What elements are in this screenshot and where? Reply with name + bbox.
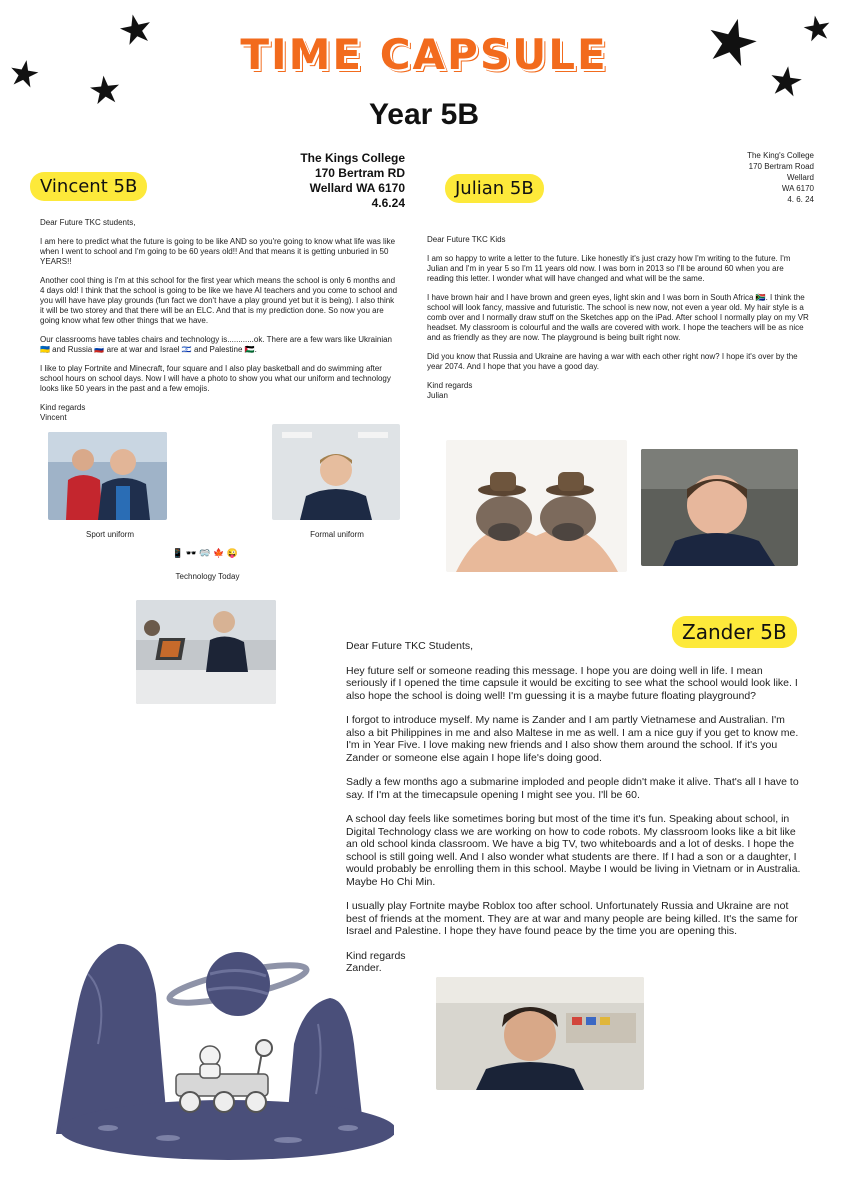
- address-line: 170 Bertram Road: [748, 162, 814, 171]
- address-line: 170 Bertram RD: [314, 166, 405, 180]
- star-icon: ★: [113, 4, 159, 56]
- sport-uniform-caption: Sport uniform: [85, 530, 135, 539]
- letter-signature: Vincent: [40, 413, 67, 422]
- letter-paragraph: Hey future self or someone reading this message. I hope you are doing well in life. I mean seriously if I opened the time capsule it would be exciting to see what the school would look like. I also hope the school is doing well! I'm guessing it is a maybe future floating playground?: [346, 664, 798, 702]
- zander-portrait-photo: [436, 977, 644, 1090]
- letter-greeting: Dear Future TKC Students,: [346, 640, 474, 652]
- letter-paragraph: I like to play Fortnite and Minecraft, four square and I also play basketball and do swimming after school hours on school days. Now I will have a photo to show you what our uniform and technology looks like 50 years in the past and a few emojis.: [40, 364, 391, 393]
- address-line: Wellard: [787, 173, 814, 182]
- vincent-name-tag: Vincent 5B: [30, 172, 147, 201]
- letter-paragraph: I forgot to introduce myself. My name is Zander and I am partly Vietnamese and Australian. I'm also a bit Philippines in me and also Maltese in me as well. I am a nice guy if you get to know me. I'm in Year Five. I love making new friends and I also show them around the school. If it's you Zander or someone else again I hope life's doing good.: [346, 714, 799, 764]
- platypus-photo: [446, 440, 627, 572]
- address-line: The King's College: [747, 151, 814, 160]
- formal-uniform-caption: Formal uniform: [310, 530, 364, 539]
- technology-photo: [136, 600, 276, 704]
- letter-signature: Zander.: [346, 962, 382, 974]
- address-line: WA 6170: [781, 184, 814, 193]
- technology-caption: Technology Today: [175, 572, 240, 581]
- letter-signoff: Kind regards: [427, 381, 473, 390]
- star-icon: ★: [798, 7, 836, 51]
- julian-letter: [427, 235, 812, 401]
- emoji-row: 📱 🕶️ 🥽 🍁 😜: [171, 548, 239, 558]
- zander-name-tag: Zander 5B: [672, 616, 797, 648]
- letter-paragraph: Another cool thing is I'm at this school for the first year which means the school is only 6 months and 4 days old! I think that the school is going to be like we have AI teachers and you come to school and you will have have play grounds (fun fact we don't have a play ground yet but it is being). I also think it will be two storey and that there will be an ELC. And that is my prediction done. So now you are going know what few other things that we have.: [40, 276, 398, 325]
- julian-name-tag: Julian 5B: [445, 174, 544, 203]
- letter-paragraph: Our classrooms have tables chairs and technology is............ok. There are a few wars like Ukrainian 🇺🇦 and Russia 🇷🇺 are at war and Israel 🇮🇱 and Palestine 🇵🇸.: [40, 335, 393, 354]
- star-icon: ★: [696, 2, 768, 83]
- astronaut-icon: [200, 1046, 220, 1078]
- star-icon: ★: [765, 57, 807, 107]
- address-line: 4. 6. 24: [787, 195, 814, 204]
- planet-icon: [167, 952, 309, 1016]
- page-title: TIME CAPSULE: [240, 30, 608, 79]
- letter-paragraph: I am here to predict what the future is going to be like AND so you're going to know what life was like when I went to school and I'm going to be 60 years old!! And that means it is getting unburied in 50 YEARS!!: [40, 237, 396, 266]
- sport-uniform-photo: [48, 432, 167, 520]
- letter-paragraph: I have brown hair and I have brown and green eyes, light skin and I was born in South Africa 🇿🇦. I think the school will look fancy, massive and futuristic. The school is new now, not even a year old. My hair style is a comb over and I normally draw stuff on the Sketches app on the iPad. After school I normally play on my VR headset. My classroom is colourful and the walls are covered with work. I hope the teachers will be as nice and as friendly as they are now. The playground is being built right now.: [427, 293, 809, 342]
- space-illustration: [48, 934, 394, 1160]
- letter-paragraph: Sadly a few months ago a submarine imploded and people didn't make it alive. That's all I have to say. If I'm at the timecapsule opening I might see you. I'll be 60.: [346, 776, 799, 801]
- letter-paragraph: Did you know that Russia and Ukraine are having a war with each other right now? I hope it's over by the year 2074. And I hope that you have a good day.: [427, 352, 798, 371]
- address-line: The Kings College: [300, 151, 405, 165]
- letter-signoff: Kind regards: [346, 949, 406, 962]
- letter-greeting: Dear Future TKC Kids: [427, 235, 506, 244]
- address-line: 4.6.24: [371, 196, 405, 210]
- julian-portrait-photo: [641, 449, 798, 566]
- julian-address: [714, 150, 814, 205]
- formal-uniform-photo: [272, 424, 400, 520]
- moon-rover-icon: [176, 1040, 272, 1112]
- address-line: Wellard WA 6170: [309, 181, 405, 195]
- star-icon: ★: [4, 50, 44, 97]
- letter-greeting: Dear Future TKC students,: [40, 218, 136, 227]
- letter-paragraph: A school day feels like sometimes boring but most of the time it's fun. Speaking about school, in Digital Technology class we are working on how to code robots. My classroom looks like a bit like an old school kinda classroom. We have a big TV, two whiteboards and a lot of desks. I hope the school is still going well. And I also wonder what students are there. If I had a son or a daughter, I would probably be enrolling them in this school. Maybe I would be living in Vietnam or in Australia. Maybe Ho Chi Min.: [346, 813, 801, 888]
- letter-paragraph: I am so happy to write a letter to the future. Like honestly it's just crazy how I'm writing to the future. I'm Julian and I'm in year 5 so I'm 11 years old now. I was born in 2013 so I'll be around 60 when you are reading this letter. I wonder what will have changed and what will be the same.: [427, 254, 791, 283]
- vincent-address: [260, 151, 405, 211]
- page-subtitle: Year 5B: [368, 98, 480, 131]
- vincent-letter: [40, 218, 400, 423]
- star-icon: ★: [85, 68, 125, 114]
- zander-letter: [346, 640, 806, 975]
- letter-signoff: Kind regards: [40, 403, 86, 412]
- letter-signature: Julian: [427, 391, 448, 400]
- letter-paragraph: I usually play Fortnite maybe Roblox too after school. Unfortunately Russia and Ukraine are not best of friends at the moment. They are at war and many people are being killed. It's the same for Israel and Palestine. I hope they have found peace by the time you are opening this.: [346, 900, 798, 937]
